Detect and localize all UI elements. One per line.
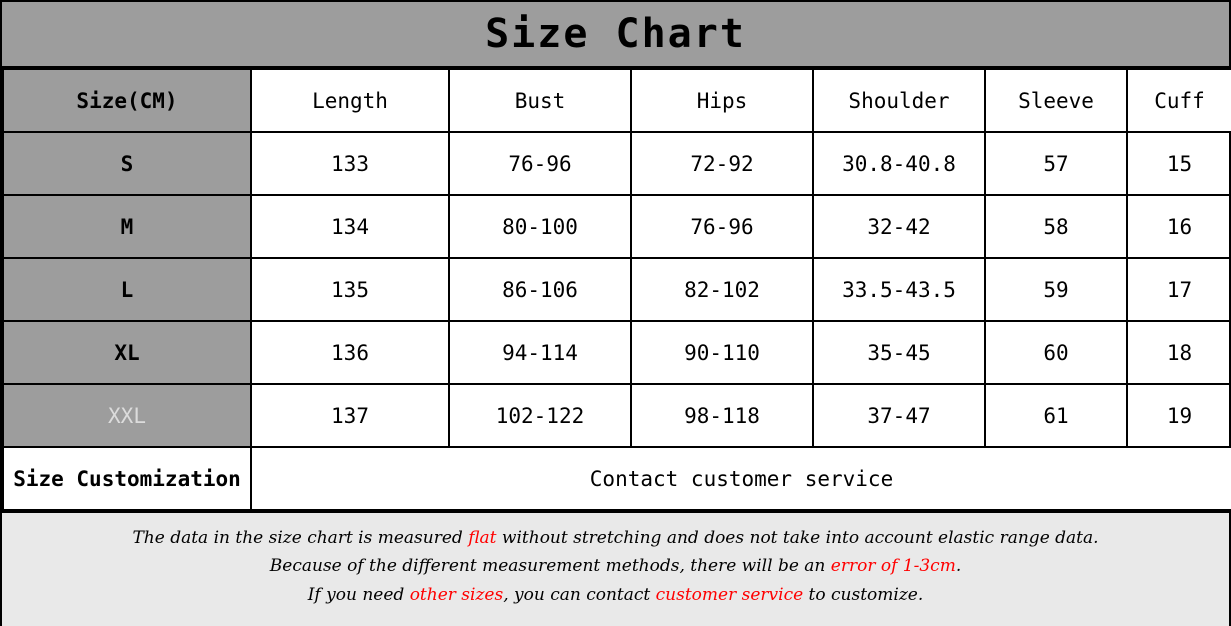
cell-xxl-shoulder: 37-47 [813,384,985,447]
cell-l-hips: 82-102 [631,258,813,321]
cell-m-bust: 80-100 [449,195,631,258]
note-3-highlight-sizes: other sizes [409,584,504,605]
column-header-sleeve: Sleeve [985,69,1127,132]
note-2-highlight: error of 1-3cm [830,556,956,577]
cell-xl-bust: 94-114 [449,321,631,384]
table-row [3,258,1231,321]
column-header-hips: Hips [631,69,813,132]
row-label-xl: XL [3,321,251,384]
row-label-xxl: XXL [3,384,251,447]
cell-s-sleeve: 57 [985,132,1127,195]
cell-s-length: 133 [251,132,449,195]
note-2-text-b: . [955,556,962,577]
cell-xl-sleeve: 60 [985,321,1127,384]
cell-m-hips: 76-96 [631,195,813,258]
column-header-bust: Bust [449,69,631,132]
cell-xl-cuff: 18 [1127,321,1231,384]
note-1-text-a: The data in the size chart is measured [132,528,469,548]
cell-m-cuff: 16 [1127,195,1231,258]
cell-m-shoulder: 32-42 [813,195,985,258]
note-2-text-a: Because of the different measurement methods, there will be an [269,556,831,577]
note-1-highlight: flat [468,528,497,548]
size-customization-label: Size Customization [3,447,251,510]
note-3-text-b: , you can contact [503,584,656,605]
size-customization-value: Contact customer service [251,447,1231,510]
cell-xl-length: 136 [251,321,449,384]
table-row [3,195,1231,258]
row-label-s: S [3,132,251,195]
customization-row [3,447,1231,510]
note-3-highlight-service: customer service [655,584,804,605]
cell-xl-shoulder: 35-45 [813,321,985,384]
note-line-3 [12,582,1219,608]
column-header-size: Size(CM) [3,69,251,132]
cell-l-shoulder: 33.5-43.5 [813,258,985,321]
note-3-text-c: to customize. [803,584,924,605]
note-line-2 [12,553,1219,579]
table-row [3,132,1231,195]
size-chart-table [2,68,1231,511]
cell-xxl-hips: 98-118 [631,384,813,447]
cell-xxl-bust: 102-122 [449,384,631,447]
cell-l-length: 135 [251,258,449,321]
title-bar [2,2,1229,68]
cell-s-cuff: 15 [1127,132,1231,195]
cell-xxl-length: 137 [251,384,449,447]
cell-xl-hips: 90-110 [631,321,813,384]
cell-xxl-cuff: 19 [1127,384,1231,447]
table-row [3,384,1231,447]
notes-section [2,511,1229,626]
note-3-text-a: If you need [307,584,410,605]
note-1-text-b: without stretching and does not take into account elastic range data. [496,528,1099,548]
cell-m-sleeve: 58 [985,195,1127,258]
row-label-m: M [3,195,251,258]
table-row [3,321,1231,384]
column-header-cuff: Cuff [1127,69,1231,132]
column-header-shoulder: Shoulder [813,69,985,132]
page-title: Size Chart [485,11,746,57]
cell-m-length: 134 [251,195,449,258]
cell-s-hips: 72-92 [631,132,813,195]
note-line-1 [12,525,1219,551]
column-header-length: Length [251,69,449,132]
cell-s-shoulder: 30.8-40.8 [813,132,985,195]
table-header-row [3,69,1231,132]
row-label-l: L [3,258,251,321]
cell-l-sleeve: 59 [985,258,1127,321]
cell-s-bust: 76-96 [449,132,631,195]
cell-l-bust: 86-106 [449,258,631,321]
cell-xxl-sleeve: 61 [985,384,1127,447]
cell-l-cuff: 17 [1127,258,1231,321]
